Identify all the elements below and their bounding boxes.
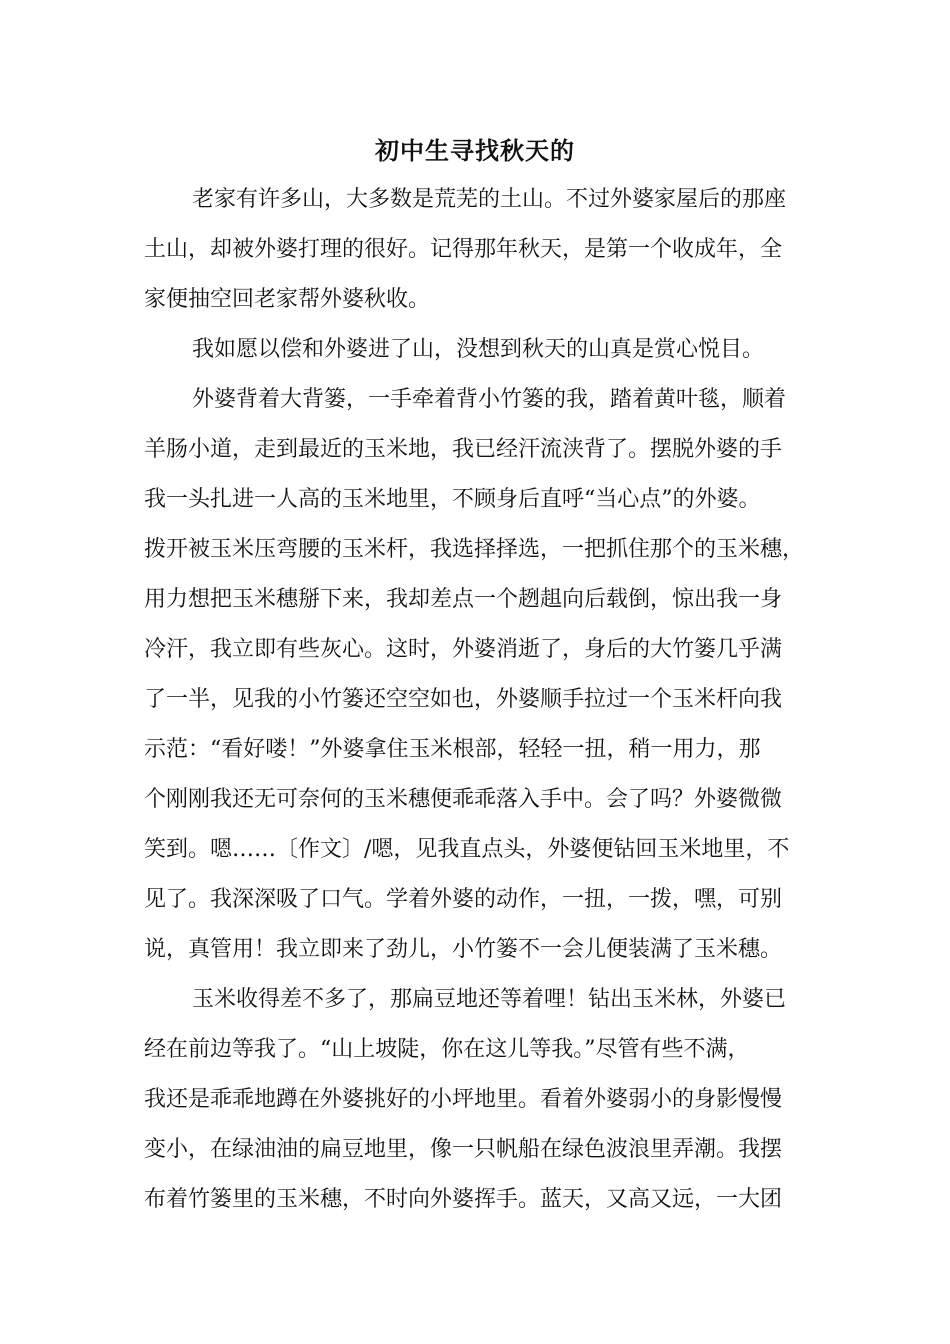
text-line: 我一头扎进一人高的玉米地里，不顾身后直呼“当心点”的外婆。 xyxy=(144,487,761,512)
text-line: 我如愿以偿和外婆进了山，没想到秋天的山真是赏心悦目。 xyxy=(192,337,765,362)
document-title: 初中生寻找秋天的 xyxy=(375,136,575,165)
text-line: 个刚刚我还无可奈何的玉米穗便乖乖落入手中。会了吗？外婆微微 xyxy=(144,787,783,812)
text-line: 说，真管用！我立即来了劲儿，小竹篓不一会儿便装满了玉米穗。 xyxy=(144,937,783,962)
text-line: 家便抽空回老家帮外婆秋收。 xyxy=(144,287,431,312)
text-line: 见了。我深深吸了口气。学着外婆的动作，一扭，一拨，嘿，可别 xyxy=(144,887,783,912)
text-line: 老家有许多山，大多数是荒芜的土山。不过外婆家屋后的那座 xyxy=(192,187,787,212)
text-line: 土山，却被外婆打理的很好。记得那年秋天，是第一个收成年，全 xyxy=(144,237,783,262)
text-line: 用力想把玉米穗掰下来，我却差点一个趔趄向后载倒，惊出我一身 xyxy=(144,587,783,612)
text-line: 笑到。嗯……〔作文〕/嗯，见我直点头，外婆便钻回玉米地里，不 xyxy=(144,837,790,862)
text-line: 示范：“看好喽！”外婆拿住玉米根部，轻轻一扭，稍一用力，那 xyxy=(144,737,761,762)
text-line: 布着竹篓里的玉米穗，不时向外婆挥手。蓝天，又高又远，一大团 xyxy=(144,1187,783,1212)
text-line: 了一半，见我的小竹篓还空空如也，外婆顺手拉过一个玉米杆向我 xyxy=(144,687,783,712)
text-line: 羊肠小道，走到最近的玉米地，我已经汗流浃背了。摆脱外婆的手 xyxy=(144,437,783,462)
text-line: 拨开被玉米压弯腰的玉米杆，我选择择选，一把抓住那个的玉米穗， xyxy=(144,537,805,562)
text-line: 玉米收得差不多了，那扁豆地还等着哩！钻出玉米林，外婆已 xyxy=(192,987,787,1012)
text-line: 冷汗，我立即有些灰心。这时，外婆消逝了，身后的大竹篓几乎满 xyxy=(144,637,783,662)
text-line: 外婆背着大背篓，一手牵着背小竹篓的我，踏着黄叶毯，顺着 xyxy=(192,387,787,412)
text-line: 经在前边等我了。“山上坡陡，你在这儿等我。”尽管有些不满， xyxy=(144,1037,750,1062)
text-line: 我还是乖乖地蹲在外婆挑好的小坪地里。看着外婆弱小的身影慢慢 xyxy=(144,1087,783,1112)
text-line: 变小，在绿油油的扁豆地里，像一只帆船在绿色波浪里弄潮。我摆 xyxy=(144,1137,783,1162)
